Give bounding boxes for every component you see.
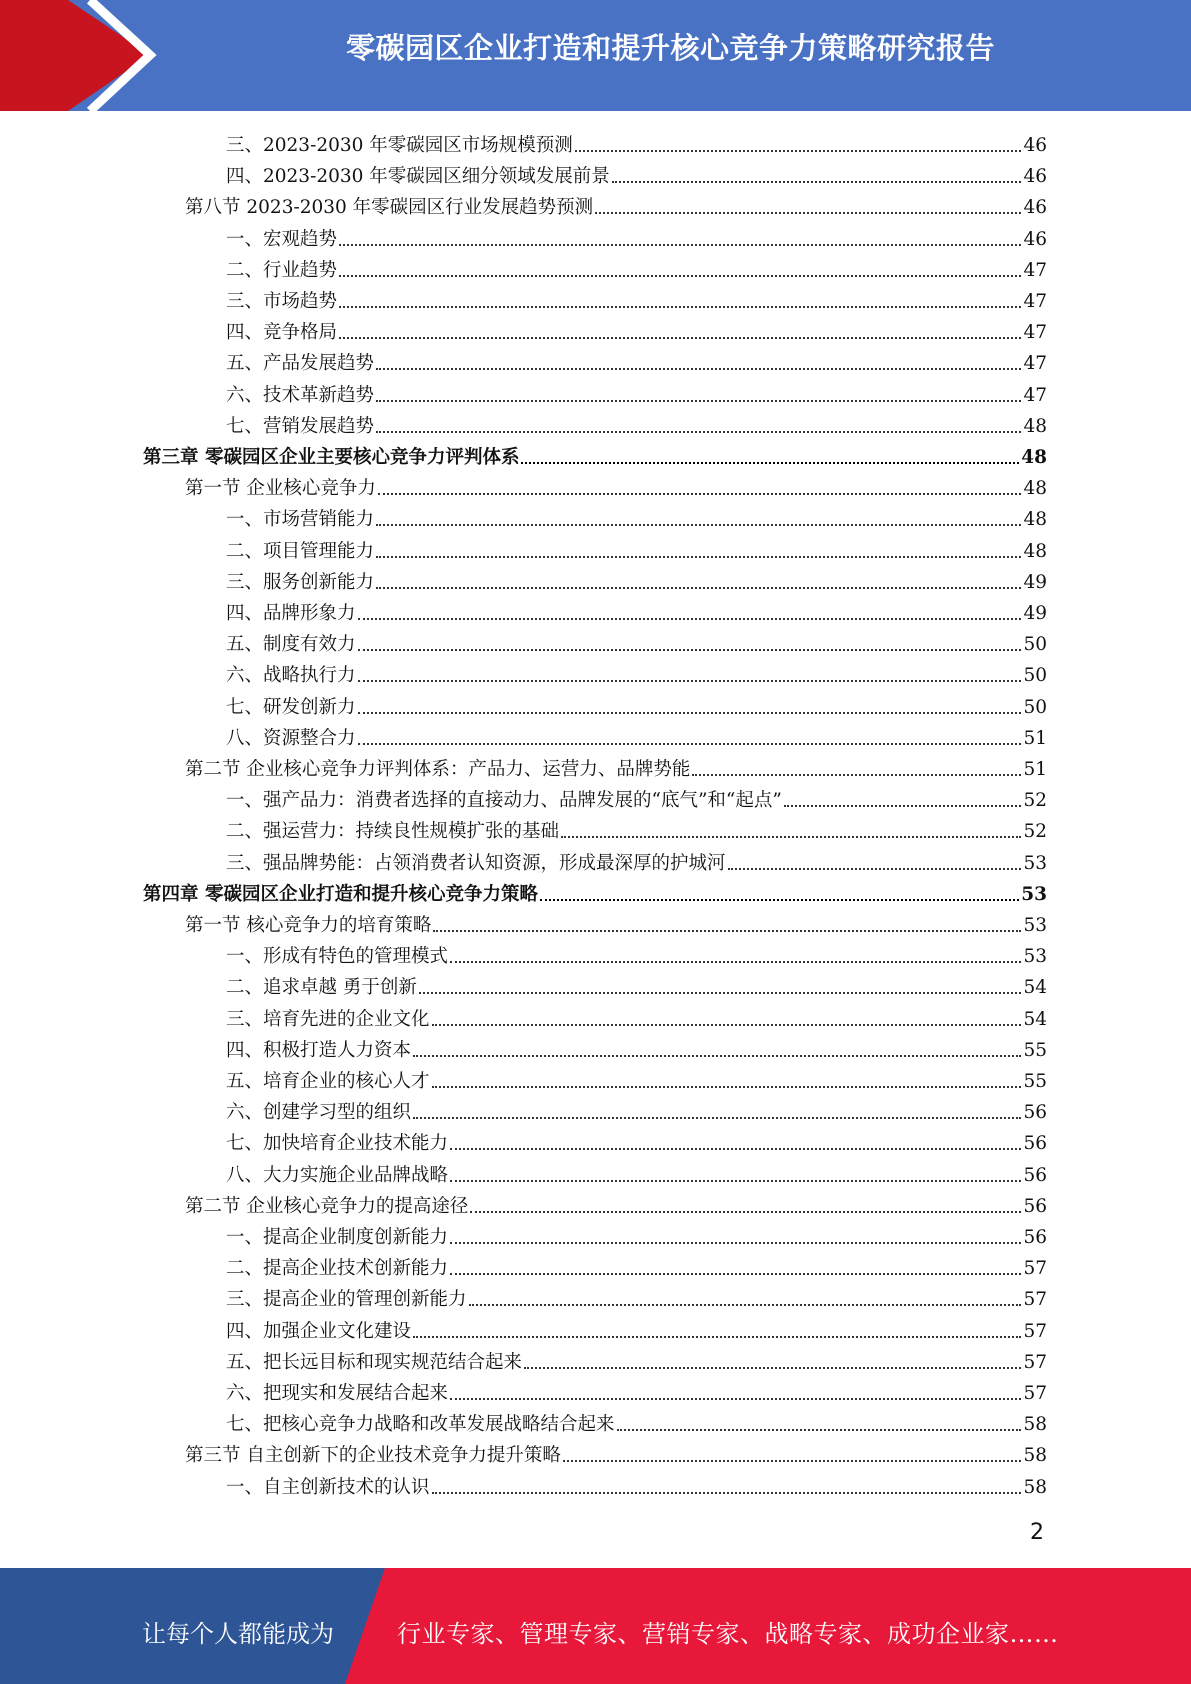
toc-entry-page: 46	[1023, 135, 1047, 156]
toc-entry-title: 四、加强企业文化建设	[226, 1320, 412, 1342]
toc-entry-page: 57	[1023, 1289, 1047, 1311]
toc-dot-leader	[728, 868, 1022, 870]
toc-dot-leader	[376, 431, 1021, 433]
toc-entry-page: 48	[1023, 509, 1047, 531]
toc-entry[interactable]	[185, 750, 1047, 781]
toc-entry[interactable]	[226, 812, 1047, 843]
toc-dot-leader	[450, 1180, 1021, 1182]
toc-dot-leader	[339, 306, 1021, 308]
toc-dot-leader	[376, 400, 1021, 402]
toc-entry[interactable]	[226, 344, 1047, 375]
toc-entry-title: 五、把长远目标和现实规范结合起来	[226, 1351, 523, 1373]
toc-entry[interactable]	[226, 1000, 1047, 1031]
toc-entry-page: 58	[1023, 1445, 1047, 1467]
toc-dot-leader	[784, 805, 1022, 807]
toc-dot-leader	[376, 368, 1021, 370]
toc-entry[interactable]	[226, 376, 1047, 407]
toc-entry[interactable]	[226, 1093, 1047, 1124]
toc-entry[interactable]	[143, 875, 1047, 906]
toc-entry-page: 57	[1023, 1351, 1047, 1373]
toc-dot-leader	[575, 150, 1022, 152]
toc-dot-leader	[450, 1273, 1021, 1275]
toc-entry-title: 五、培育企业的核心人才	[226, 1071, 430, 1092]
toc-entry-page: 56	[1023, 1133, 1047, 1155]
toc-entry-title: 第八节 2023-2030 年零碳园区行业发展趋势预测	[185, 197, 594, 219]
toc-entry-page: 46	[1023, 228, 1047, 250]
toc-dot-leader	[563, 1460, 1022, 1462]
toc-entry[interactable]	[226, 1374, 1047, 1405]
toc-entry-title: 三、提高企业的管理创新能力	[226, 1289, 467, 1311]
toc-entry[interactable]	[226, 563, 1047, 594]
toc-entry-page: 56	[1023, 1195, 1047, 1217]
toc-entry-title: 一、宏观趋势	[226, 228, 338, 250]
toc-dot-leader	[692, 774, 1021, 776]
toc-entry-title: 八、大力实施企业品牌战略	[226, 1164, 449, 1186]
toc-entry[interactable]	[226, 126, 1047, 157]
toc-dot-leader	[339, 337, 1021, 339]
toc-dot-leader	[339, 244, 1021, 246]
page-header	[0, 0, 1191, 111]
toc-entry[interactable]	[185, 188, 1047, 219]
toc-entry-page: 49	[1023, 571, 1047, 593]
toc-entry-title: 第三节 自主创新下的企业技术竞争力提升策略	[185, 1445, 561, 1467]
toc-entry[interactable]	[226, 688, 1047, 719]
toc-entry-title: 三、市场趋势	[226, 291, 338, 312]
toc-entry-title: 七、营销发展趋势	[226, 415, 375, 437]
toc-entry[interactable]	[185, 1436, 1047, 1467]
toc-entry[interactable]	[226, 1312, 1047, 1343]
toc-dot-leader	[450, 1242, 1021, 1244]
toc-dot-leader	[378, 493, 1022, 495]
toc-dot-leader	[376, 556, 1021, 558]
toc-entry-title: 二、项目管理能力	[226, 540, 375, 562]
toc-entry[interactable]	[226, 157, 1047, 188]
toc-entry-title: 一、自主创新技术的认识	[226, 1476, 430, 1498]
toc-entry[interactable]	[226, 1062, 1047, 1093]
toc-entry-page: 55	[1023, 1071, 1047, 1092]
toc-entry-page: 54	[1023, 1008, 1047, 1030]
toc-entry-title: 第二节 企业核心竞争力评判体系：产品力、运营力、品牌势能	[185, 759, 691, 780]
toc-entry-page: 53	[1023, 852, 1047, 874]
toc-entry-page: 48	[1023, 478, 1047, 500]
toc-entry-page: 53	[1023, 915, 1047, 936]
toc-entry-title: 一、形成有特色的管理模式	[226, 946, 449, 968]
toc-entry-page: 52	[1023, 821, 1047, 843]
toc-dot-leader	[450, 961, 1021, 963]
toc-dot-leader	[432, 1086, 1022, 1088]
toc-dot-leader	[358, 618, 1022, 620]
toc-entry-title: 五、产品发展趋势	[226, 353, 375, 375]
toc-entry-page: 47	[1023, 291, 1047, 312]
toc-entry-title: 四、2023-2030 年零碳园区细分领域发展前景	[226, 166, 610, 188]
toc-dot-leader	[450, 1398, 1021, 1400]
toc-entry-title: 六、创建学习型的组织	[226, 1102, 412, 1124]
toc-entry-page: 51	[1023, 727, 1047, 749]
toc-dot-leader	[358, 680, 1022, 682]
toc-entry-title: 七、加快培育企业技术能力	[226, 1133, 449, 1155]
toc-entry-title: 第一节 核心竞争力的培育策略	[185, 915, 432, 936]
toc-entry[interactable]	[226, 781, 1047, 812]
toc-entry-title: 二、追求卓越 勇于创新	[226, 977, 417, 999]
toc-entry[interactable]	[143, 438, 1047, 469]
toc-dot-leader	[450, 1148, 1021, 1150]
toc-dot-leader	[432, 1024, 1022, 1026]
toc-entry-title: 四、品牌形象力	[226, 603, 356, 624]
toc-dot-leader	[469, 1304, 1022, 1306]
toc-entry-page: 56	[1023, 1102, 1047, 1124]
toc-entry-page: 49	[1023, 603, 1047, 624]
toc-dot-leader	[413, 1055, 1021, 1057]
toc-dot-leader	[339, 275, 1021, 277]
toc-dot-leader	[358, 649, 1022, 651]
footer-slogan-right: 行业专家、管理专家、营销专家、战略专家、成功企业家……	[397, 1620, 1059, 1648]
toc-entry-title: 七、研发创新力	[226, 696, 356, 718]
toc-entry[interactable]	[226, 1031, 1047, 1062]
toc-entry-title: 第四章 零碳园区企业打造和提升核心竞争力策略	[143, 883, 538, 905]
toc-entry-title: 第三章 零碳园区企业主要核心竞争力评判体系	[143, 447, 520, 468]
toc-dot-leader	[521, 462, 1019, 464]
page-footer	[0, 1568, 1191, 1684]
toc-entry-title: 一、市场营销能力	[226, 509, 375, 531]
toc-entry-title: 二、提高企业技术创新能力	[226, 1258, 449, 1280]
toc-entry-title: 七、把核心竞争力战略和改革发展战略结合起来	[226, 1414, 615, 1436]
toc-entry[interactable]	[226, 500, 1047, 531]
toc-entry-page: 47	[1023, 384, 1047, 406]
toc-entry-page: 50	[1023, 665, 1047, 687]
toc-dot-leader	[376, 524, 1021, 526]
toc-entry[interactable]	[185, 906, 1047, 937]
toc-entry[interactable]	[226, 1156, 1047, 1187]
toc-entry-title: 二、行业趋势	[226, 259, 338, 281]
toc-entry-page: 46	[1023, 197, 1047, 219]
toc-entry-page: 54	[1023, 977, 1047, 999]
toc-entry-title: 四、竞争格局	[226, 322, 338, 344]
toc-entry-title: 六、把现实和发展结合起来	[226, 1383, 449, 1404]
toc-entry[interactable]	[226, 594, 1047, 625]
toc-entry-page: 56	[1023, 1227, 1047, 1248]
toc-dot-leader	[358, 743, 1022, 745]
toc-entry[interactable]	[226, 719, 1047, 750]
toc-entry[interactable]	[185, 1187, 1047, 1218]
toc-dot-leader	[376, 587, 1021, 589]
toc-entry-title: 一、强产品力：消费者选择的直接动力、品牌发展的“底气”和“起点”	[226, 790, 782, 812]
toc-entry[interactable]	[226, 1249, 1047, 1280]
toc-dot-leader	[433, 930, 1021, 932]
toc-dot-leader	[413, 1336, 1021, 1338]
toc-entry[interactable]	[226, 220, 1047, 251]
toc-entry[interactable]	[226, 968, 1047, 999]
toc-dot-leader	[419, 992, 1022, 994]
toc-entry-page: 57	[1023, 1320, 1047, 1342]
toc-entry-page: 48	[1023, 540, 1047, 562]
toc-entry-title: 二、强运营力：持续良性规模扩张的基础	[226, 821, 560, 843]
toc-entry-title: 八、资源整合力	[226, 727, 356, 749]
toc-dot-leader	[432, 1492, 1022, 1494]
toc-entry[interactable]	[226, 1343, 1047, 1374]
toc-entry-page: 58	[1023, 1476, 1047, 1498]
toc-entry[interactable]	[226, 1124, 1047, 1155]
toc-dot-leader	[524, 1367, 1021, 1369]
toc-entry[interactable]	[185, 469, 1047, 500]
footer-slogan-left: 让每个人都能成为	[142, 1620, 334, 1648]
toc-entry[interactable]	[226, 656, 1047, 687]
toc-entry[interactable]	[226, 1218, 1047, 1249]
toc-entry-title: 六、战略执行力	[226, 665, 356, 687]
page-number: 2	[1030, 1520, 1044, 1545]
toc-entry-page: 48	[1023, 415, 1047, 437]
toc-entry-title: 第一节 企业核心竞争力	[185, 478, 376, 500]
toc-entry[interactable]	[226, 251, 1047, 282]
toc-dot-leader	[617, 1429, 1022, 1431]
toc-entry-page: 55	[1023, 1039, 1047, 1061]
toc-entry-title: 五、制度有效力	[226, 634, 356, 656]
toc-dot-leader	[612, 181, 1022, 183]
toc-entry[interactable]	[226, 1280, 1047, 1311]
toc-dot-leader	[358, 712, 1022, 714]
toc-dot-leader	[595, 212, 1021, 214]
toc-entry-page: 56	[1023, 1164, 1047, 1186]
toc-dot-leader	[540, 899, 1019, 901]
toc-entry-page: 53	[1023, 946, 1047, 968]
toc-entry-page: 57	[1023, 1258, 1047, 1280]
toc-entry[interactable]	[226, 532, 1047, 563]
toc-entry[interactable]	[226, 407, 1047, 438]
toc-entry-title: 六、技术革新趋势	[226, 384, 375, 406]
toc-entry[interactable]	[226, 282, 1047, 313]
toc-entry[interactable]	[226, 937, 1047, 968]
toc-entry-page: 57	[1023, 1383, 1047, 1404]
toc-entry-page: 52	[1023, 790, 1047, 812]
toc-entry-title: 三、2023-2030 年零碳园区市场规模预测	[226, 135, 573, 156]
toc-entry[interactable]	[226, 844, 1047, 875]
toc-entry[interactable]	[226, 625, 1047, 656]
toc-dot-leader	[561, 836, 1021, 838]
toc-entry[interactable]	[226, 1405, 1047, 1436]
toc-dot-leader	[470, 1211, 1021, 1213]
toc-entry-page: 53	[1021, 883, 1047, 905]
toc-entry-page: 46	[1023, 166, 1047, 188]
toc-entry[interactable]	[226, 1468, 1047, 1499]
toc-entry[interactable]	[226, 313, 1047, 344]
toc-entry-page: 47	[1023, 322, 1047, 344]
toc-entry-page: 47	[1023, 353, 1047, 375]
toc-dot-leader	[413, 1117, 1021, 1119]
report-title: 零碳园区企业打造和提升核心竞争力策略研究报告	[345, 31, 995, 65]
toc-entry-page: 50	[1023, 634, 1047, 656]
toc-entry-page: 48	[1021, 447, 1047, 468]
toc-entry-title: 第二节 企业核心竞争力的提高途径	[185, 1195, 469, 1217]
toc-entry-page: 51	[1023, 759, 1047, 780]
toc-entry-title: 一、提高企业制度创新能力	[226, 1227, 449, 1248]
toc-entry-page: 47	[1023, 259, 1047, 281]
toc-entry-page: 50	[1023, 696, 1047, 718]
toc-entry-page: 58	[1023, 1414, 1047, 1436]
toc-entry-title: 三、培育先进的企业文化	[226, 1008, 430, 1030]
toc-entry-title: 四、积极打造人力资本	[226, 1039, 412, 1061]
toc-entry-title: 三、强品牌势能：占领消费者认知资源，形成最深厚的护城河	[226, 852, 726, 874]
toc-entry-title: 三、服务创新能力	[226, 571, 375, 593]
